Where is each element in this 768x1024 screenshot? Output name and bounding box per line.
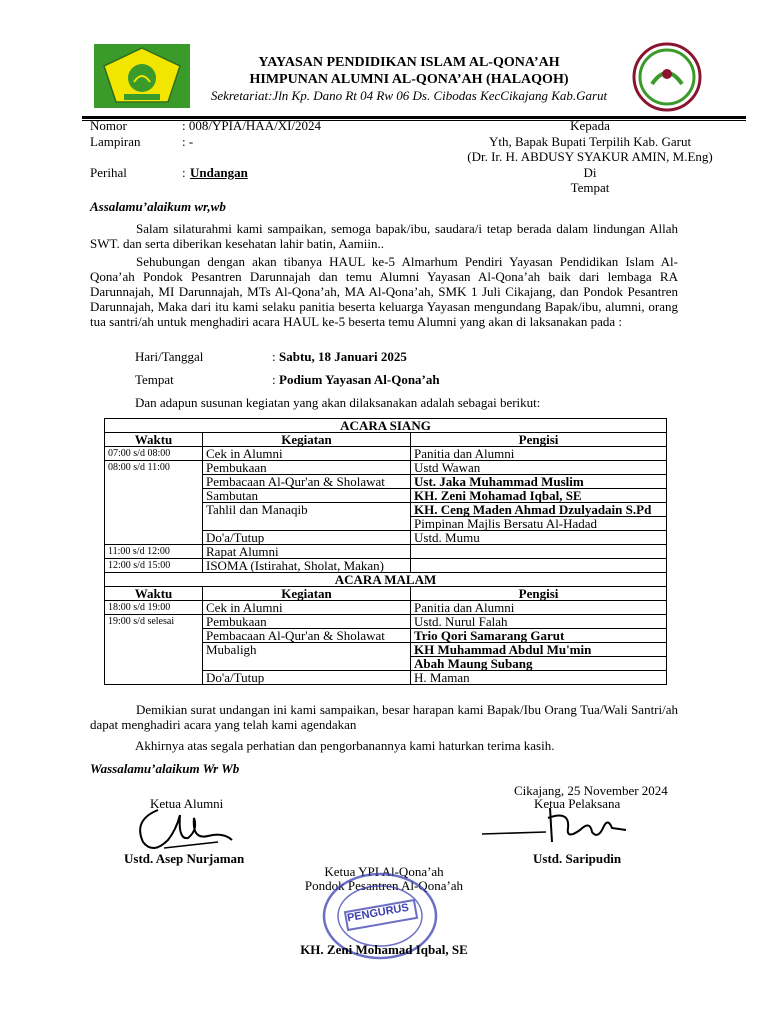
tempat-colon: :: [272, 372, 276, 387]
cell-waktu: 08:00 s/d 11:00: [105, 461, 203, 545]
cell-kegiatan: Pembacaan Al-Qur'an & Sholawat: [203, 475, 411, 489]
cell-pengisi: KH. Ceng Maden Ahmad Dzulyadain S.Pd: [411, 503, 667, 517]
schedule-intro: Dan adapun susunan kegiatan yang akan dilaksanakan adalah sebagai berikut:: [135, 395, 541, 410]
lampiran-value: : -: [182, 134, 194, 149]
cell-waktu: 12:00 s/d 15:00: [105, 559, 203, 573]
closing-salam: Wassalamu’alaikum Wr Wb: [90, 761, 240, 776]
cell-kegiatan: Do'a/Tutup: [203, 531, 411, 545]
recipient-di: Di: [583, 165, 597, 180]
table-section-row: [105, 419, 667, 433]
table-row: [105, 601, 667, 615]
recipient-line1: Yth, Bapak Bupati Terpilih Kab. Garut: [488, 134, 692, 149]
col-waktu: Waktu: [105, 587, 203, 601]
table-section-row: [105, 573, 667, 587]
cell-kegiatan: Pembukaan: [203, 461, 411, 475]
cell-pengisi: [411, 559, 667, 573]
cell-pengisi: H. Maman: [411, 671, 667, 685]
col-pengisi: Pengisi: [411, 587, 667, 601]
table-row: [105, 545, 667, 559]
opening-salam: Assalamu’alaikum wr,wb: [90, 199, 226, 214]
right-signer-title: Ketua Pelaksana: [534, 796, 621, 811]
schedule-table: [104, 418, 667, 685]
paragraph-silaturahmi: Salam silaturahmi kami sampaikan, semoga bapak/ibu, saudara/i tetap berada dalam lindungan Allah SWT. dan serta diberikan kesehatan lahir batin, Aamiin..: [90, 221, 678, 251]
table-row: [105, 559, 667, 573]
cell-kegiatan: Rapat Alumni: [203, 545, 411, 559]
cell-pengisi: Trio Qori Samarang Garut: [411, 629, 667, 643]
table-header-row: [105, 433, 667, 447]
malam-title: ACARA MALAM: [105, 573, 667, 587]
table-row: [105, 615, 667, 629]
hari-label: Hari/Tanggal: [135, 349, 204, 364]
table-row: [105, 461, 667, 475]
cell-kegiatan: Pembacaan Al-Qur'an & Sholawat: [203, 629, 411, 643]
right-signature: [480, 800, 630, 850]
right-signer-name: Ustd. Saripudin: [533, 851, 622, 866]
cell-pengisi: KH. Zeni Mohamad Iqbal, SE: [411, 489, 667, 503]
nomor-label: Nomor: [90, 118, 127, 133]
cell-pengisi: Ust. Jaka Muhammad Muslim: [411, 475, 667, 489]
stamp-label: PENGURUS: [346, 901, 410, 925]
col-waktu: Waktu: [105, 433, 203, 447]
paragraph-haul: Sehubungan dengan akan tibanya HAUL ke-5 Almarhum Pendiri Yayasan Pendidikan Islam Al-Qona’ah Pondok Pesantren Darunnajah dan temu Alumni Yayasan Al-Qona’ah baik dari lembaga RA Darunnajah, MI Darunnajah, MTs Al-Qona’ah, MA Al-Qona’ah, SMK 1 Juli Cikajang, dan Pondok Pesantren Darunnajah, Maka dari itu kami selaku panitia beserta keluarga Yayasan mengundang Bapak/ibu, alumni, orang tua santri/ah untuk menghadiri acara HAUL ke-5 beserta temu Alumni yang akan di laksanakan pada :: [90, 254, 678, 329]
perihal-value: Undangan: [190, 165, 248, 180]
cell-kegiatan: ISOMA (Istirahat, Sholat, Makan): [203, 559, 411, 573]
halaqoh-logo: [628, 42, 706, 112]
recipient-line2: (Dr. Ir. H. ABDUSY SYAKUR AMIN, M.Eng): [467, 149, 713, 164]
foundation-logo: [94, 44, 190, 108]
cell-pengisi: Abah Maung Subang: [411, 657, 667, 671]
table-header-row: [105, 587, 667, 601]
col-kegiatan: Kegiatan: [203, 587, 411, 601]
col-kegiatan: Kegiatan: [203, 433, 411, 447]
cell-kegiatan: Pembukaan: [203, 615, 411, 629]
siang-title: ACARA SIANG: [105, 419, 667, 433]
left-signer-title: Ketua Alumni: [150, 796, 224, 811]
table-row: [105, 447, 667, 461]
nomor-value: : 008/YPIA/HAA/XI/2024: [182, 118, 322, 133]
org-name-line2: HIMPUNAN ALUMNI AL-QONA’AH (HALAQOH): [249, 72, 569, 87]
lampiran-label: Lampiran: [90, 134, 141, 149]
recipient-tempat: Tempat: [570, 180, 610, 195]
left-signer-name: Ustd. Asep Nurjaman: [124, 851, 245, 866]
cell-pengisi: KH Muhammad Abdul Mu'min: [411, 643, 667, 657]
org-name-line1: YAYASAN PENDIDIKAN ISLAM AL-QONA’AH: [258, 55, 560, 70]
cell-kegiatan: Do'a/Tutup: [203, 671, 411, 685]
cell-waktu: 07:00 s/d 08:00: [105, 447, 203, 461]
cell-pengisi: [411, 545, 667, 559]
cell-pengisi: Panitia dan Alumni: [411, 601, 667, 615]
cell-kegiatan: Tahlil dan Manaqib: [203, 503, 411, 531]
org-address: Sekretariat:Jln Kp. Dano Rt 04 Rw 06 Ds. Cibodas KecCikajang Kab.Garut: [210, 88, 608, 103]
cell-kegiatan: Cek in Alumni: [203, 601, 411, 615]
recipient-kepada: Kepada: [570, 118, 610, 133]
tempat-label: Tempat: [135, 372, 174, 387]
center-signer-institution: Pondok Pesantren Al-Qona’ah: [304, 878, 464, 893]
cell-pengisi: Pimpinan Majlis Bersatu Al-Hadad: [411, 517, 667, 531]
perihal-label: Perihal: [90, 165, 127, 180]
cell-pengisi: Ustd. Nurul Falah: [411, 615, 667, 629]
cell-pengisi: Panitia dan Alumni: [411, 447, 667, 461]
hari-value: Sabtu, 18 Januari 2025: [279, 349, 407, 364]
paragraph-closing: Demikian surat undangan ini kami sampaikan, besar harapan kami Bapak/Ibu Orang Tua/Wali Santri/ah dapat menghadiri acara yang telah kami agendakan: [90, 702, 678, 732]
paragraph-thanks: Akhirnya atas segala perhatian dan pengorbanannya kami haturkan terima kasih.: [135, 738, 555, 753]
hari-colon: :: [272, 349, 276, 364]
col-pengisi: Pengisi: [411, 433, 667, 447]
tempat-value: Podium Yayasan Al-Qona’ah: [279, 372, 440, 387]
cell-pengisi: Ustd. Mumu: [411, 531, 667, 545]
cell-kegiatan: Cek in Alumni: [203, 447, 411, 461]
cell-kegiatan: Sambutan: [203, 489, 411, 503]
cell-waktu: 11:00 s/d 12:00: [105, 545, 203, 559]
cell-kegiatan: Mubaligh: [203, 643, 411, 671]
cell-waktu: 18:00 s/d 19:00: [105, 601, 203, 615]
cell-waktu: 19:00 s/d selesai: [105, 615, 203, 685]
center-signer-title: Ketua YPI Al-Qona’ah: [324, 864, 444, 879]
perihal-colon: :: [182, 165, 186, 180]
place-date: Cikajang, 25 November 2024: [514, 783, 668, 798]
center-signer-name: KH. Zeni Mohamad Iqbal, SE: [300, 942, 468, 957]
cell-pengisi: Ustd Wawan: [411, 461, 667, 475]
